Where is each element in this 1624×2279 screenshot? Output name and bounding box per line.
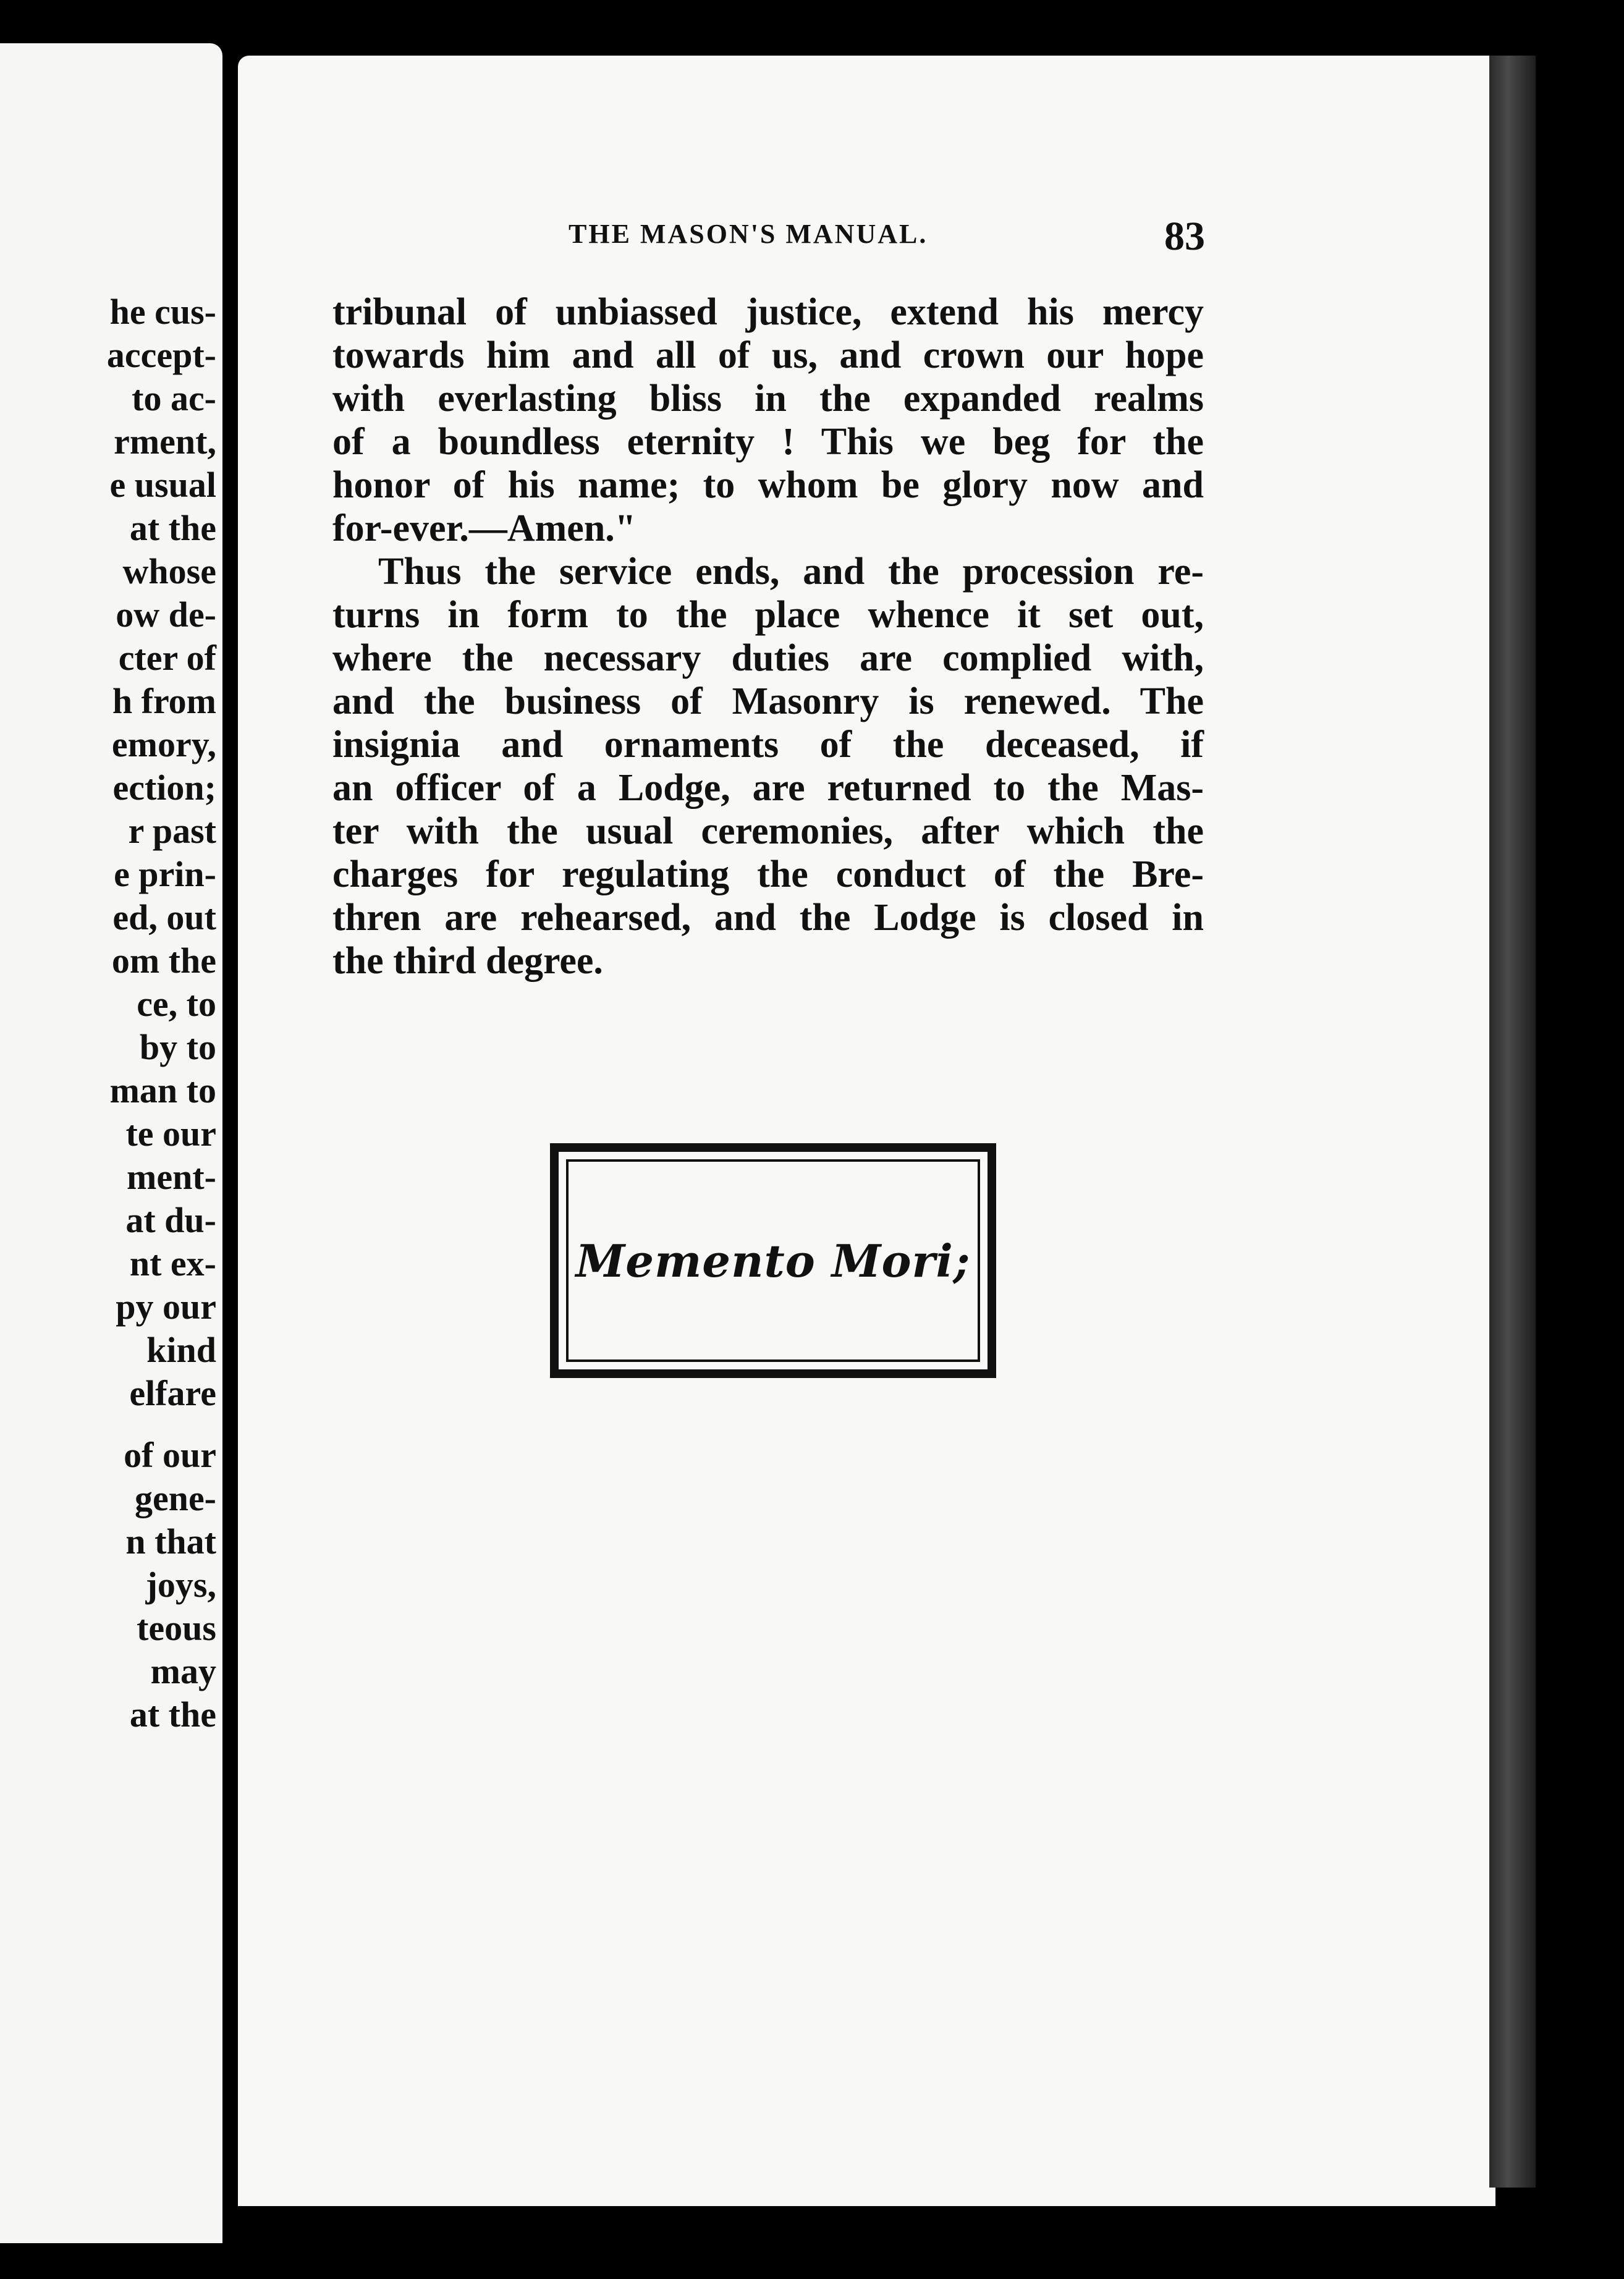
left-line: rment, <box>114 421 216 462</box>
left-gap <box>6 1415 216 1434</box>
text-line: honor of his name; to whom be glory now and <box>332 464 1204 506</box>
left-line: ed, out <box>112 897 216 937</box>
text-line: thren are rehearsed, and the Lodge is closed in <box>332 897 1204 939</box>
text-line: with everlasting bliss in the expanded realms <box>332 378 1204 420</box>
memento-mori-inner-frame <box>566 1159 980 1362</box>
text-line: turns in form to the place whence it set out, <box>332 594 1204 636</box>
left-line: he cus- <box>109 292 216 332</box>
left-line: at du- <box>125 1200 216 1240</box>
left-line: ce, to <box>137 984 216 1024</box>
left-page-text <box>6 290 216 1736</box>
left-line: man to <box>109 1070 216 1110</box>
left-line: may <box>150 1651 216 1691</box>
left-line: accept- <box>106 335 216 375</box>
page-edge-shadow <box>1489 56 1536 2188</box>
paragraph <box>332 290 1204 550</box>
left-line: r past <box>128 811 216 851</box>
running-head <box>569 213 1205 263</box>
left-line: by to <box>139 1027 216 1067</box>
left-line: te our <box>125 1114 216 1154</box>
left-line: elfare <box>129 1373 216 1413</box>
text-line: charges for regulating the conduct of the Bre- <box>332 853 1204 895</box>
left-line: at the <box>129 1694 216 1735</box>
left-line: teous <box>137 1608 216 1648</box>
text-line: the third degree. <box>332 940 603 982</box>
left-line: h from <box>112 681 216 721</box>
text-line: towards him and all of us, and crown our hope <box>332 334 1204 376</box>
left-line: n that <box>125 1521 216 1562</box>
running-title: THE MASON'S MANUAL. <box>569 219 928 249</box>
memento-mori-frame <box>550 1143 996 1378</box>
facing-left-page <box>0 43 222 2243</box>
text-line: insignia and ornaments of the deceased, if <box>332 724 1204 766</box>
paragraph <box>332 550 1204 983</box>
left-line: e prin- <box>114 854 216 894</box>
text-line: ter with the usual ceremonies, after which the <box>332 810 1204 852</box>
left-line: emory, <box>111 724 216 764</box>
body-text <box>332 290 1204 983</box>
text-line: where the necessary duties are complied with, <box>332 637 1204 679</box>
left-line: of our <box>124 1435 216 1475</box>
left-line: whose <box>122 551 216 591</box>
left-line: cter of <box>118 638 216 678</box>
text-line: for-ever.—Amen." <box>332 507 636 549</box>
left-line: kind <box>146 1330 216 1370</box>
text-line: and the business of Masonry is renewed. The <box>332 680 1204 722</box>
text-line: tribunal of unbiassed justice, extend his mercy <box>332 291 1204 333</box>
left-line: to ac- <box>132 378 216 418</box>
left-line: ection; <box>112 767 216 808</box>
left-line: e usual <box>109 465 216 505</box>
left-line: om the <box>111 941 216 981</box>
left-line: ment- <box>127 1157 216 1197</box>
text-line: an officer of a Lodge, are returned to the Mas- <box>332 767 1204 809</box>
left-line: gene- <box>134 1478 216 1518</box>
memento-mori-text: Memento Mori; <box>575 1234 971 1287</box>
text-line: Thus the service ends, and the procession re- <box>378 551 1204 593</box>
left-line: at the <box>129 508 216 548</box>
left-line: py our <box>116 1287 216 1327</box>
left-line: joys, <box>145 1565 216 1605</box>
left-line: nt ex- <box>129 1243 216 1283</box>
left-line: ow de- <box>116 594 216 635</box>
text-line: of a boundless eternity ! This we beg for the <box>332 421 1204 463</box>
page-number: 83 <box>1164 214 1205 259</box>
